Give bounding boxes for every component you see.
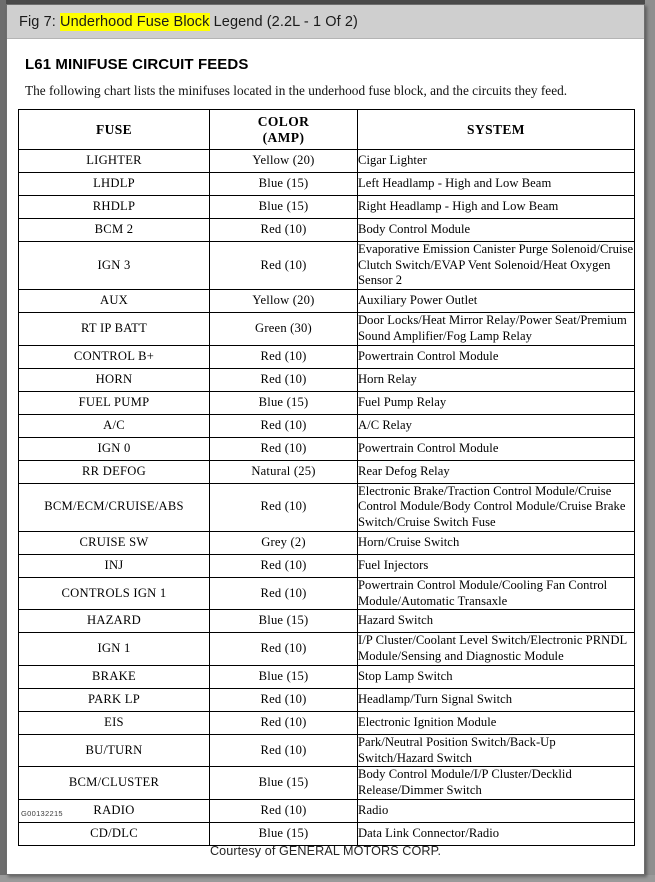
cell-color-amp: Red (10) xyxy=(210,688,358,711)
cell-system: Fuel Pump Relay xyxy=(358,391,635,414)
cell-color-amp: Natural (25) xyxy=(210,460,358,483)
cell-color-amp: Red (10) xyxy=(210,414,358,437)
table-row xyxy=(19,734,635,766)
courtesy-note: Courtesy of GENERAL MOTORS CORP. xyxy=(209,844,442,858)
table-row xyxy=(19,368,635,391)
document-frame xyxy=(6,4,645,875)
figure-title-highlight: Underhood Fuse Block xyxy=(60,13,210,30)
cell-fuse: AUX xyxy=(19,290,210,313)
minifuse-circuit-feeds-table xyxy=(18,109,635,846)
cell-system: Stop Lamp Switch xyxy=(358,665,635,688)
cell-color-amp: Red (10) xyxy=(210,368,358,391)
cell-fuse: INJ xyxy=(19,554,210,577)
cell-system: A/C Relay xyxy=(358,414,635,437)
table-body xyxy=(19,150,635,846)
cell-color-amp: Red (10) xyxy=(210,345,358,368)
table-row xyxy=(19,173,635,196)
cell-system: Fuel Injectors xyxy=(358,554,635,577)
cell-system: Body Control Module xyxy=(358,219,635,242)
cell-system: Left Headlamp - High and Low Beam xyxy=(358,173,635,196)
cell-system: Electronic Ignition Module xyxy=(358,711,635,734)
cell-system: Data Link Connector/Radio xyxy=(358,822,635,845)
cell-fuse: BCM/CLUSTER xyxy=(19,767,210,799)
figure-title-prefix: Fig 7: xyxy=(19,13,60,30)
cell-system: Right Headlamp - High and Low Beam xyxy=(358,196,635,219)
page-title: L61 MINIFUSE CIRCUIT FEEDS xyxy=(25,56,249,73)
cell-fuse: HAZARD xyxy=(19,610,210,633)
cell-system: Powertrain Control Module/Cooling Fan Control Module/Automatic Transaxle xyxy=(358,577,635,609)
cell-color-amp: Blue (15) xyxy=(210,391,358,414)
table-row xyxy=(19,483,635,531)
table-row xyxy=(19,799,635,822)
table-row xyxy=(19,414,635,437)
cell-fuse: IGN 0 xyxy=(19,437,210,460)
cell-system: Horn Relay xyxy=(358,368,635,391)
cell-fuse: BRAKE xyxy=(19,665,210,688)
table-row xyxy=(19,290,635,313)
cell-color-amp: Grey (2) xyxy=(210,531,358,554)
figure-title xyxy=(19,14,358,30)
table-row xyxy=(19,150,635,173)
cell-fuse: LIGHTER xyxy=(19,150,210,173)
cell-fuse: FUEL PUMP xyxy=(19,391,210,414)
cell-color-amp: Yellow (20) xyxy=(210,150,358,173)
cell-color-amp: Red (10) xyxy=(210,734,358,766)
table-row xyxy=(19,531,635,554)
cell-system: Powertrain Control Module xyxy=(358,437,635,460)
cell-system: Cigar Lighter xyxy=(358,150,635,173)
cell-fuse: IGN 3 xyxy=(19,242,210,290)
cell-fuse: RHDLP xyxy=(19,196,210,219)
cell-system: I/P Cluster/Coolant Level Switch/Electronic PRNDL Module/Sensing and Diagnostic Module xyxy=(358,633,635,665)
cell-fuse: CONTROLS IGN 1 xyxy=(19,577,210,609)
table-row xyxy=(19,822,635,845)
cell-fuse: RADIO xyxy=(19,799,210,822)
cell-color-amp: Red (10) xyxy=(210,633,358,665)
cell-color-amp: Red (10) xyxy=(210,219,358,242)
cell-color-amp: Red (10) xyxy=(210,554,358,577)
cell-color-amp: Blue (15) xyxy=(210,610,358,633)
intro-paragraph: The following chart lists the minifuses located in the underhood fuse block, and the circuits they feed. xyxy=(25,83,568,98)
cell-color-amp: Red (10) xyxy=(210,711,358,734)
cell-color-amp: Red (10) xyxy=(210,799,358,822)
cell-fuse: CRUISE SW xyxy=(19,531,210,554)
cell-color-amp: Blue (15) xyxy=(210,665,358,688)
column-header-color-amp xyxy=(210,110,358,150)
figure-code: G00132215 xyxy=(21,809,63,818)
cell-system: Electronic Brake/Traction Control Module/Cruise Control Module/Body Control Module/Cruise Brake Switch/Cruise Switch Fuse xyxy=(358,483,635,531)
cell-system: Auxiliary Power Outlet xyxy=(358,290,635,313)
cell-system: Rear Defog Relay xyxy=(358,460,635,483)
cell-fuse: PARK LP xyxy=(19,688,210,711)
cell-fuse: CONTROL B+ xyxy=(19,345,210,368)
cell-color-amp: Yellow (20) xyxy=(210,290,358,313)
cell-fuse: BCM/ECM/CRUISE/ABS xyxy=(19,483,210,531)
column-header-fuse: FUSE xyxy=(19,110,210,150)
cell-fuse: LHDLP xyxy=(19,173,210,196)
column-header-color-line2: (AMP) xyxy=(262,129,305,145)
table-row xyxy=(19,711,635,734)
table-row xyxy=(19,391,635,414)
cell-color-amp: Green (30) xyxy=(210,313,358,345)
table-row xyxy=(19,633,635,665)
cell-system: Park/Neutral Position Switch/Back-Up Switch/Hazard Switch xyxy=(358,734,635,766)
table-row xyxy=(19,460,635,483)
table-row xyxy=(19,554,635,577)
table-row xyxy=(19,688,635,711)
cell-system: Hazard Switch xyxy=(358,610,635,633)
cell-color-amp: Blue (15) xyxy=(210,822,358,845)
cell-system: Body Control Module/I/P Cluster/Decklid Release/Dimmer Switch xyxy=(358,767,635,799)
table-header-row xyxy=(19,110,635,150)
cell-system: Door Locks/Heat Mirror Relay/Power Seat/Premium Sound Amplifier/Fog Lamp Relay xyxy=(358,313,635,345)
column-header-system: SYSTEM xyxy=(358,110,635,150)
table-header xyxy=(19,110,635,150)
cell-color-amp: Blue (15) xyxy=(210,173,358,196)
cell-color-amp: Blue (15) xyxy=(210,196,358,219)
cell-fuse: RT IP BATT xyxy=(19,313,210,345)
cell-system: Radio xyxy=(358,799,635,822)
window-edge-bottom xyxy=(0,875,655,882)
cell-color-amp: Red (10) xyxy=(210,437,358,460)
table-row xyxy=(19,577,635,609)
cell-system: Powertrain Control Module xyxy=(358,345,635,368)
table-row xyxy=(19,196,635,219)
cell-color-amp: Blue (15) xyxy=(210,767,358,799)
cell-fuse: HORN xyxy=(19,368,210,391)
table-row xyxy=(19,313,635,345)
figure-title-suffix: Legend (2.2L - 1 Of 2) xyxy=(209,13,358,30)
cell-color-amp: Red (10) xyxy=(210,242,358,290)
window-edge-right xyxy=(645,0,655,882)
cell-color-amp: Red (10) xyxy=(210,577,358,609)
cell-fuse: CD/DLC xyxy=(19,822,210,845)
cell-color-amp: Red (10) xyxy=(210,483,358,531)
column-header-color-line1: COLOR xyxy=(257,114,310,130)
table-row xyxy=(19,610,635,633)
table-row xyxy=(19,437,635,460)
document-page xyxy=(7,39,644,874)
table-row xyxy=(19,665,635,688)
figure-title-bar xyxy=(7,5,644,39)
cell-system: Horn/Cruise Switch xyxy=(358,531,635,554)
cell-fuse: RR DEFOG xyxy=(19,460,210,483)
table-row xyxy=(19,345,635,368)
cell-system: Evaporative Emission Canister Purge Solenoid/Cruise Clutch Switch/EVAP Vent Solenoid/Heat Oxygen Sensor 2 xyxy=(358,242,635,290)
cell-fuse: BU/TURN xyxy=(19,734,210,766)
cell-fuse: BCM 2 xyxy=(19,219,210,242)
table-row xyxy=(19,219,635,242)
cell-fuse: EIS xyxy=(19,711,210,734)
table-row xyxy=(19,242,635,290)
table-row xyxy=(19,767,635,799)
cell-system: Headlamp/Turn Signal Switch xyxy=(358,688,635,711)
cell-fuse: IGN 1 xyxy=(19,633,210,665)
cell-fuse: A/C xyxy=(19,414,210,437)
